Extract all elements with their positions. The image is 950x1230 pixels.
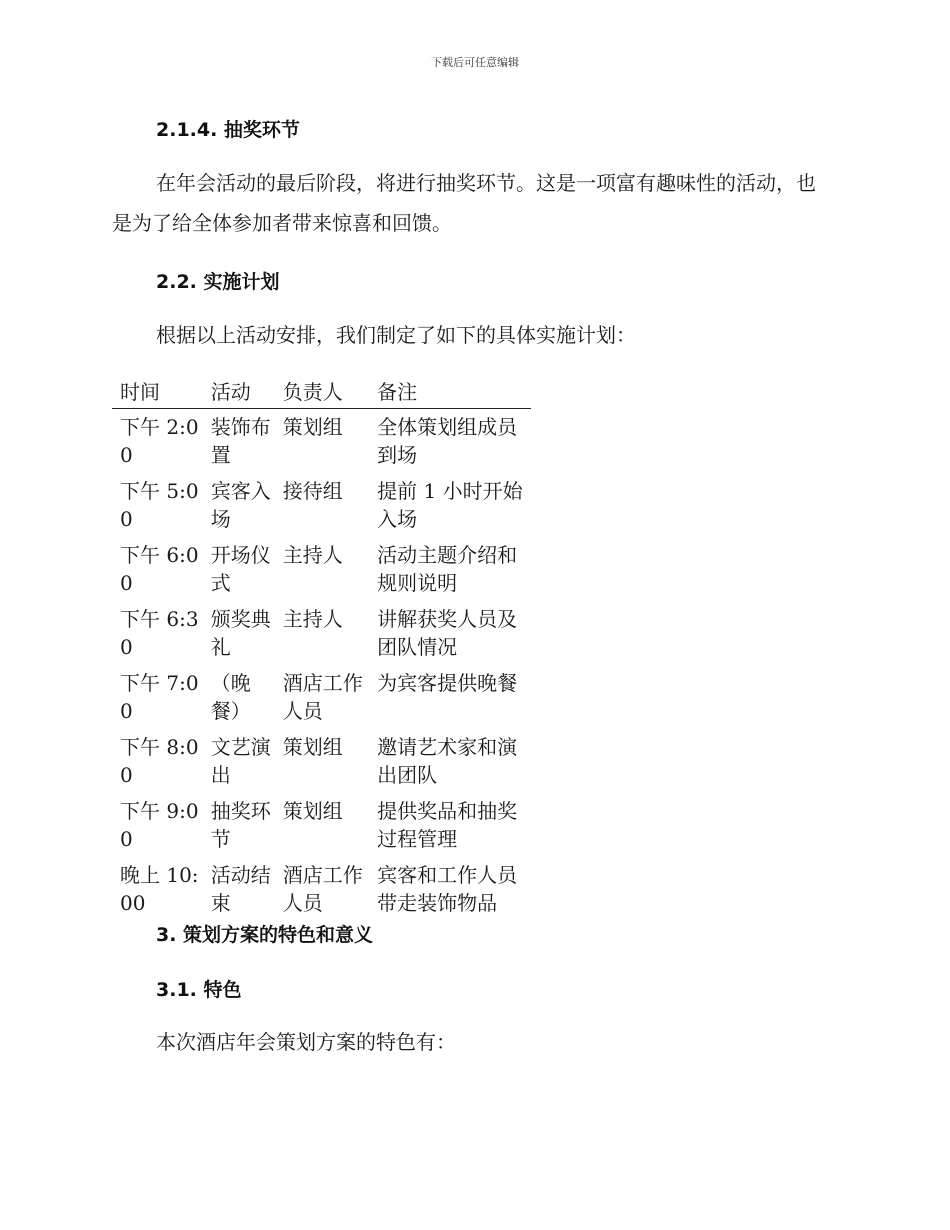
cell-notes: 邀请艺术家和演出团队 <box>377 735 518 787</box>
cell-time: 下午 2:00 <box>120 415 199 467</box>
paragraph-features-intro: 本次酒店年会策划方案的特色有： <box>156 1030 456 1054</box>
cell-time: 晚上 10:00 <box>120 863 199 915</box>
cell-time: 下午 9:00 <box>120 799 199 851</box>
column-header-owner: 负责人 <box>275 372 369 409</box>
cell-activity: 活动结束 <box>210 863 271 915</box>
paragraph-lottery: 在年会活动的最后阶段，将进行抽奖环节。这是一项富有趣味性的活动，也是为了给全体参加者带来惊喜和回馈。 <box>112 171 816 235</box>
table-row <box>112 409 531 474</box>
cell-notes: 提供奖品和抽奖过程管理 <box>377 799 518 851</box>
heading-3: 3. 策划方案的特色和意义 <box>156 924 374 946</box>
cell-owner: 酒店工作人员 <box>282 863 363 915</box>
cell-time: 下午 8:00 <box>120 735 199 787</box>
cell-notes: 宾客和工作人员带走装饰物品 <box>377 863 518 915</box>
implementation-plan-table <box>112 372 531 921</box>
cell-activity: 开场仪式 <box>210 543 271 595</box>
column-header-time: 时间 <box>112 372 203 409</box>
cell-owner: 主持人 <box>282 543 343 567</box>
cell-notes: 提前 1 小时开始入场 <box>377 479 523 531</box>
cell-owner: 策划组 <box>282 735 343 759</box>
cell-notes: 全体策划组成员到场 <box>377 415 518 467</box>
table-row <box>112 857 531 921</box>
heading-2-1-4: 2.1.4. 抽奖环节 <box>156 119 300 141</box>
cell-time: 下午 6:30 <box>120 607 199 659</box>
cell-owner: 策划组 <box>282 799 343 823</box>
table-row <box>112 793 531 857</box>
cell-notes: 为宾客提供晚餐 <box>377 671 518 695</box>
cell-notes: 讲解获奖人员及团队情况 <box>377 607 518 659</box>
cell-activity: 颁奖典礼 <box>210 607 271 659</box>
column-header-activity: 活动 <box>203 372 275 409</box>
table-row <box>112 729 531 793</box>
cell-time: 下午 5:00 <box>120 479 199 531</box>
table-row <box>112 665 531 729</box>
column-header-notes: 备注 <box>369 372 531 409</box>
table-row <box>112 473 531 537</box>
cell-activity: 宾客入场 <box>210 479 271 531</box>
cell-owner: 策划组 <box>282 415 343 439</box>
heading-3-1: 3.1. 特色 <box>156 979 242 1001</box>
cell-activity: 抽奖环节 <box>210 799 271 851</box>
cell-activity: （晚餐） <box>210 671 251 723</box>
cell-owner: 主持人 <box>282 607 343 631</box>
table-row <box>112 537 531 601</box>
cell-owner: 接待组 <box>282 479 343 503</box>
cell-activity: 文艺演出 <box>210 735 271 787</box>
table-row <box>112 601 531 665</box>
heading-2-2: 2.2. 实施计划 <box>156 271 280 293</box>
cell-owner: 酒店工作人员 <box>282 671 363 723</box>
paragraph-plan-intro: 根据以上活动安排，我们制定了如下的具体实施计划： <box>156 323 636 347</box>
page-header-watermark: 下载后可任意编辑 <box>431 56 519 69</box>
cell-notes: 活动主题介绍和规则说明 <box>377 543 518 595</box>
cell-time: 下午 6:00 <box>120 543 199 595</box>
cell-time: 下午 7:00 <box>120 671 199 723</box>
table-header-row <box>112 372 531 409</box>
cell-activity: 装饰布置 <box>210 415 271 467</box>
